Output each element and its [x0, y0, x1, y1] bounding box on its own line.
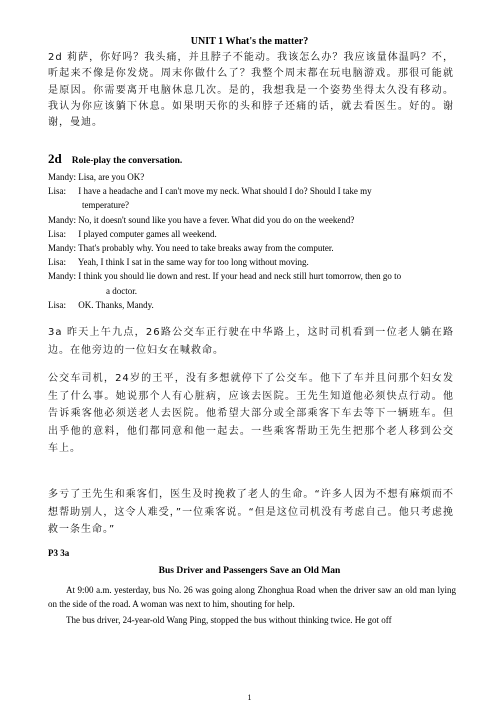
page-number: 1: [247, 693, 252, 702]
speaker: Lisa:: [48, 228, 66, 239]
story-paragraph: The bus driver, 24-year-old Wang Ping, stopped the bus without thinking twice. He got off: [66, 615, 392, 625]
story-paragraph: At 9:00 a.m. yesterday, bus No. 26 was going along Zhonghua Road when the driver saw an old man lying on the side of the road. A woman was next to him, shouting for help.: [48, 585, 456, 610]
section-2d-number: 2d: [48, 151, 62, 166]
speaker: Lisa:: [48, 186, 66, 197]
story-title: Bus Driver and Passengers Save an Old Man: [158, 566, 341, 576]
zh-translation-3a-p1: 3a 昨天上午九点，26路公交车正行驶在中华路上，这时司机看到一位老人躺在路边。在他旁边的一位妇女在喊救命。: [48, 327, 454, 356]
dialogue-line: [48, 269, 456, 283]
dialogue-line-continued: temperature?: [82, 200, 129, 211]
zh-translation-3a-p2: 公交车司机，24岁的王平，没有多想就停下了公交车。他下了车并且问那个妇女发生了什么事。她说那个人有心脏病，应该去医院。王先生知道他必须快点行动。他告诉乘客他必须送老人去医院。他希望大部分或全部乘客下车去等下一辆班车。但出乎他的意料，他们都同意和他一起去。一些乘客帮助王先生把那个老人移到公交车上。: [48, 373, 454, 454]
speaker: Mandy:: [48, 243, 76, 254]
utterance: I think you should lie down and rest. If your head and neck still hurt tomorrow, then go to: [78, 271, 402, 282]
dialogue-line: [48, 213, 456, 227]
utterance: Yeah, I think I sat in the same way for too long without moving.: [77, 257, 309, 268]
utterance: I played computer games all weekend.: [78, 228, 217, 239]
speaker: Lisa:: [48, 257, 66, 268]
dialogue-line: [48, 241, 456, 255]
utterance: Lisa, are you OK?: [78, 172, 145, 182]
utterance: OK. Thanks, Mandy.: [78, 299, 154, 310]
utterance: No, it doesn't sound like you have a fever. What did you do on the weekend?: [78, 214, 355, 225]
utterance: I have a headache and I can't move my neck. What should I do? Should I take my: [78, 186, 372, 197]
speaker: Mandy:: [48, 172, 76, 182]
dialogue-line: [48, 255, 456, 269]
speaker: Mandy:: [48, 271, 76, 282]
section-label: P3 3a: [48, 548, 70, 558]
utterance: That's probably why. You need to take breaks away from the computer.: [78, 243, 334, 254]
unit-title: UNIT 1 What's the matter?: [190, 36, 309, 47]
speaker: Mandy:: [48, 214, 76, 225]
speaker: Lisa:: [48, 299, 66, 310]
dialogue: [48, 170, 456, 312]
dialogue-line: [48, 298, 456, 312]
dialogue-line-continued: a doctor.: [106, 285, 137, 296]
dialogue-line: [48, 184, 456, 198]
dialogue-line: [48, 227, 456, 241]
section-2d-heading: [48, 150, 182, 168]
dialogue-line: [48, 170, 456, 184]
section-2d-title: Role-play the conversation.: [71, 156, 183, 166]
zh-translation-3a-p3: 多亏了王先生和乘客们，医生及时挽救了老人的生命。“许多人因为不想有麻烦而不想帮助别人，这令人难受，”一位乘客说。“但是这位司机没有考虑自己。他只考虑挽救一条生命。”: [48, 489, 454, 535]
zh-translation-2d: 2d 莉萨，你好吗？我头痛，并且脖子不能动。我该怎么办？我应该量体温吗？不，听起来不像是你发烧。周末你做什么了？我整个周末都在玩电脑游戏。那很可能就是原因。你需要离开电脑休息几次。是的，我想我是一个姿势坐得太久没有移动。我认为你应该躺下休息。如果明天你的头和脖子还痛的话，就去看医生。好的。谢谢，曼迪。: [48, 52, 454, 129]
